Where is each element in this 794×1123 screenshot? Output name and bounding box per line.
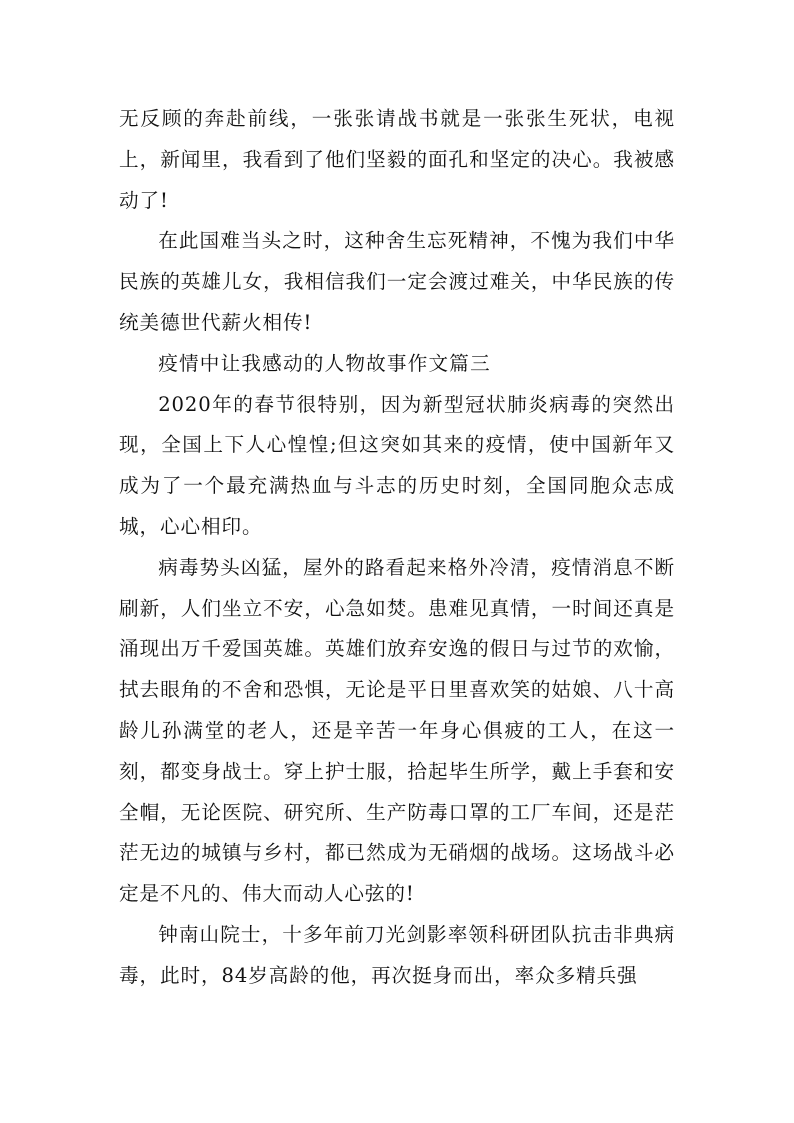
paragraph-national-crisis: 在此国难当头之时，这种舍生忘死精神，不愧为我们中华民族的英雄儿女，我相信我们一定会渡过难关，中华民族的传统美德世代薪火相传! (119, 229, 675, 334)
paragraph-zhong-nanshan: 钟南山院士，十多年前刀光剑影率领科研团队抗击非典病毒，此时，84岁高龄的他，再次挺身而出，率众多精兵强 (119, 922, 675, 987)
paragraph-continuation: 无反顾的奔赴前线，一张张请战书就是一张张生死状，电视上，新闻里，我看到了他们坚毅的面孔和坚定的决心。我被感动了! (119, 107, 675, 212)
document-body (119, 99, 675, 997)
paragraph-heroes: 病毒势头凶猛，屋外的路看起来格外冷清，疫情消息不断刷新，人们坐立不安，心急如焚。患难见真情，一时间还真是涌现出万千爱国英雄。英雄们放弃安逸的假日与过节的欢愉，拭去眼角的不舍和恐惧，无论是平日里喜欢笑的姑娘、八十高龄儿孙满堂的老人，还是辛苦一年身心俱疲的工人，在这一刻，都变身战士。穿上护士服，拾起毕生所学，戴上手套和安全帽，无论医院、研究所、生产防毒口罩的工厂车间，还是茫茫无边的城镇与乡村，都已然成为无硝烟的战场。这场战斗必定是不凡的、伟大而动人心弦的! (119, 555, 675, 906)
paragraph-spring-festival: 2020年的春节很特别，因为新型冠状肺炎病毒的突然出现，全国上下人心惶惶;但这突如其来的疫情，使中国新年又成为了一个最充满热血与斗志的历史时刻，全国同胞众志成城，心心相印。 (119, 392, 675, 538)
section-heading: 疫情中让我感动的人物故事作文篇三 (158, 351, 491, 375)
